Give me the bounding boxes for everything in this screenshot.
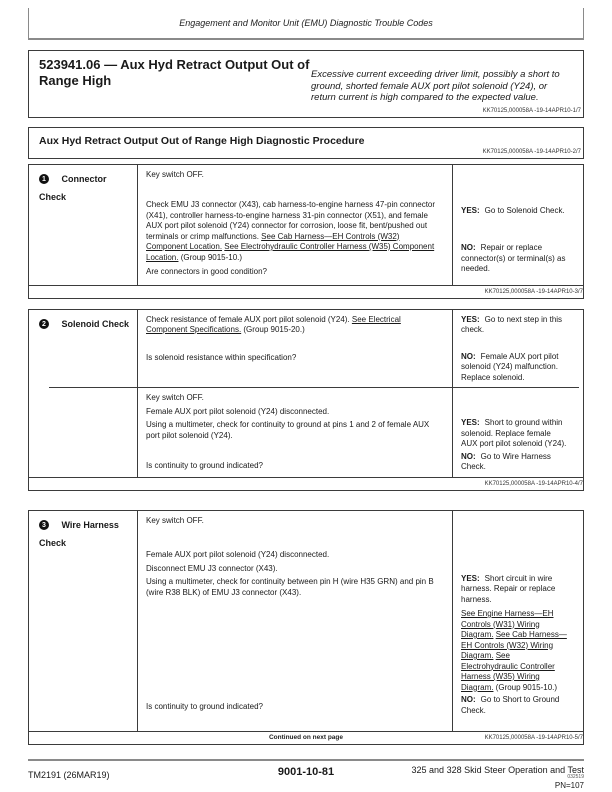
procedure-step-text (146, 200, 442, 263)
result-text: Go to Wire Harness Check. (461, 451, 551, 471)
step-text: Using a multimeter, check for continuity to ground at pins 1 and 2 of female AUX port pilot solenoid (Y24). (146, 420, 430, 440)
result-label: YES: (461, 314, 480, 324)
result-text: Female AUX port pilot solenoid (Y24) malfunction. Replace solenoid. (461, 351, 559, 382)
step-header-cell (29, 310, 138, 388)
step-label: Solenoid Check (61, 319, 129, 330)
dtc-title-block (28, 50, 584, 118)
result-label: NO: (461, 451, 476, 461)
step-text: Is solenoid resistance within specification? (146, 352, 297, 362)
step-text: Using a multimeter, check for continuity between pin H (wire H35 GRN) and pin B (wire R38 BLK) of EMU J3 connector (X43). (146, 577, 434, 597)
ref-code: KK70125,000058A -19-14APR10-4/7 (484, 480, 583, 487)
result-cell (453, 388, 583, 477)
section-code-bar (29, 285, 583, 298)
cross-reference-link[interactable]: See Engine Harness—EH Controls (W31) Wiring Diagram. (461, 609, 554, 639)
cross-reference-link[interactable]: See Electrohydraulic Controller Harness (W35) Wiring Diagram. (461, 651, 555, 692)
result-yes (461, 315, 569, 336)
step-text: (Group 9015-10.) (178, 252, 243, 262)
step-number-badge: 2 (39, 319, 49, 329)
procedure-step-text (146, 577, 442, 598)
procedure-step-text (146, 407, 442, 418)
procedure-question (146, 267, 442, 278)
result-yes (461, 574, 569, 606)
result-label: YES: (461, 418, 480, 427)
step-header-cell (29, 165, 138, 285)
result-label: YES: (461, 205, 480, 215)
procedure-step-text (146, 170, 442, 181)
section-code-bar (29, 477, 583, 490)
continued-note: Continued on next page (268, 734, 344, 741)
result-no (461, 243, 569, 275)
procedure-cell (138, 388, 453, 477)
procedure-title-block (28, 127, 584, 159)
step-text: Are connectors in good condition? (146, 267, 267, 276)
step-text: Is continuity to ground indicated? (146, 702, 263, 711)
step-text: Check EMU J3 connector (X43), cab harness-to-engine harness 47-pin connector (X41), controller harness-to-engine harness 31-pin connector (X51), and female AUX port pilot solenoid (Y24) connector for corrosion, loose fit, bent/pushed out terminals or crimp malfunctions. (146, 200, 436, 241)
procedure-title: Aux Hyd Retract Output Out of Range High Diagnostic Procedure (39, 134, 365, 147)
cross-reference-link[interactable]: See Electrical Component Specifications. (146, 314, 401, 334)
step-number-badge: 3 (39, 520, 49, 530)
ref-code: KK70125,000058A -19-14APR10-5/7 (484, 734, 583, 741)
step-text: Is continuity to ground indicated? (146, 461, 263, 470)
procedure-step-text (146, 516, 442, 527)
step-text: Key switch OFF. (146, 393, 204, 402)
step-number-badge: 1 (39, 174, 49, 184)
section-connector-check (28, 164, 584, 299)
result-references (461, 609, 569, 693)
result-text: (Group 9015-10.) (493, 682, 558, 692)
result-text: Short circuit in wire harness. Repair or replace harness. (461, 573, 556, 604)
step-text: Female AUX port pilot solenoid (Y24) disconnected. (146, 406, 330, 416)
footer-manual-id: TM2191 (26MAR19) (28, 769, 110, 780)
step-label: Wire Harness Check (39, 520, 119, 549)
footer-manual-title: 325 and 328 Skid Steer Operation and Test (411, 764, 584, 775)
result-cell (453, 165, 583, 285)
result-yes (461, 206, 569, 217)
result-yes (461, 418, 569, 450)
document-header (28, 8, 584, 40)
step-text: Key switch OFF. (146, 169, 204, 179)
procedure-question (146, 702, 442, 713)
footer-page-code: 9001-10-81 (277, 765, 335, 778)
footer-right-block (412, 765, 584, 790)
result-label: YES: (461, 573, 480, 583)
procedure-cell (138, 310, 453, 388)
result-no (461, 695, 569, 716)
procedure-step-text (146, 315, 442, 336)
section-code-bar (29, 731, 583, 744)
result-no (461, 352, 569, 384)
result-label: NO: (461, 351, 476, 361)
ref-code: KK70125,000058A -19-14APR10-3/7 (484, 288, 583, 295)
step-label: Connector Check (39, 174, 107, 203)
result-text: Repair or replace connector(s) or terminal(s) as needed. (461, 243, 566, 273)
result-text: Go to Short to Ground Check. (461, 695, 560, 715)
procedure-cell (138, 165, 453, 285)
section-wire-harness-check (28, 510, 584, 745)
cross-reference-link[interactable]: See Cab Harness—EH Controls (W32) Component Location. (146, 231, 400, 251)
step-text: Female AUX port pilot solenoid (Y24) disconnected. (146, 550, 330, 559)
result-cell (453, 511, 583, 731)
footer-print-code: 032519 (567, 773, 584, 780)
step-text: Disconnect EMU J3 connector (X43). (146, 563, 278, 573)
cross-reference-link[interactable]: See Electrohydraulic Controller Harness (W35) Component Location. (146, 242, 435, 262)
result-label: NO: (461, 243, 476, 252)
document-header-title: Engagement and Monitor Unit (EMU) Diagnostic Trouble Codes (179, 18, 433, 28)
step-text: Check resistance of female AUX port pilot solenoid (Y24). (146, 314, 352, 324)
result-text: Short to ground within solenoid. Replace female AUX port pilot solenoid (Y24). (461, 418, 567, 448)
result-text: Go to Solenoid Check. (484, 205, 565, 215)
result-cell (453, 310, 583, 388)
ref-code: KK70125,000058A -19-14APR10-1/7 (482, 107, 581, 114)
step-text: Key switch OFF. (146, 515, 204, 525)
result-no (461, 452, 569, 473)
footer-page-number: PN=107 (554, 780, 584, 790)
procedure-step-text (146, 564, 442, 575)
procedure-question (146, 353, 442, 364)
procedure-step-text (146, 420, 442, 441)
procedure-step-text (146, 393, 442, 404)
result-text: Go to next step in this check. (461, 314, 563, 334)
procedure-question (146, 461, 442, 472)
page-footer (28, 759, 584, 790)
result-label: NO: (461, 695, 476, 704)
step-header-cell (29, 511, 138, 731)
procedure-step-text (146, 550, 442, 561)
procedure-cell (138, 511, 453, 731)
ref-code: KK70125,000058A -19-14APR10-2/7 (482, 148, 581, 155)
section-solenoid-check (28, 309, 584, 491)
dtc-description: Excessive current exceeding driver limit, possibly a short to ground, shorted female AUX port pilot solenoid (Y24), or return current is high compared to the expected value. (311, 69, 560, 103)
dtc-code-title: 523941.06 — Aux Hyd Retract Output Out of Range High (39, 57, 310, 88)
step-text: (Group 9015-20.) (241, 325, 305, 334)
cross-reference-link[interactable]: See Cab Harness—EH Controls (W32) Wiring Diagram. (461, 630, 567, 660)
step-header-cell (29, 388, 138, 477)
